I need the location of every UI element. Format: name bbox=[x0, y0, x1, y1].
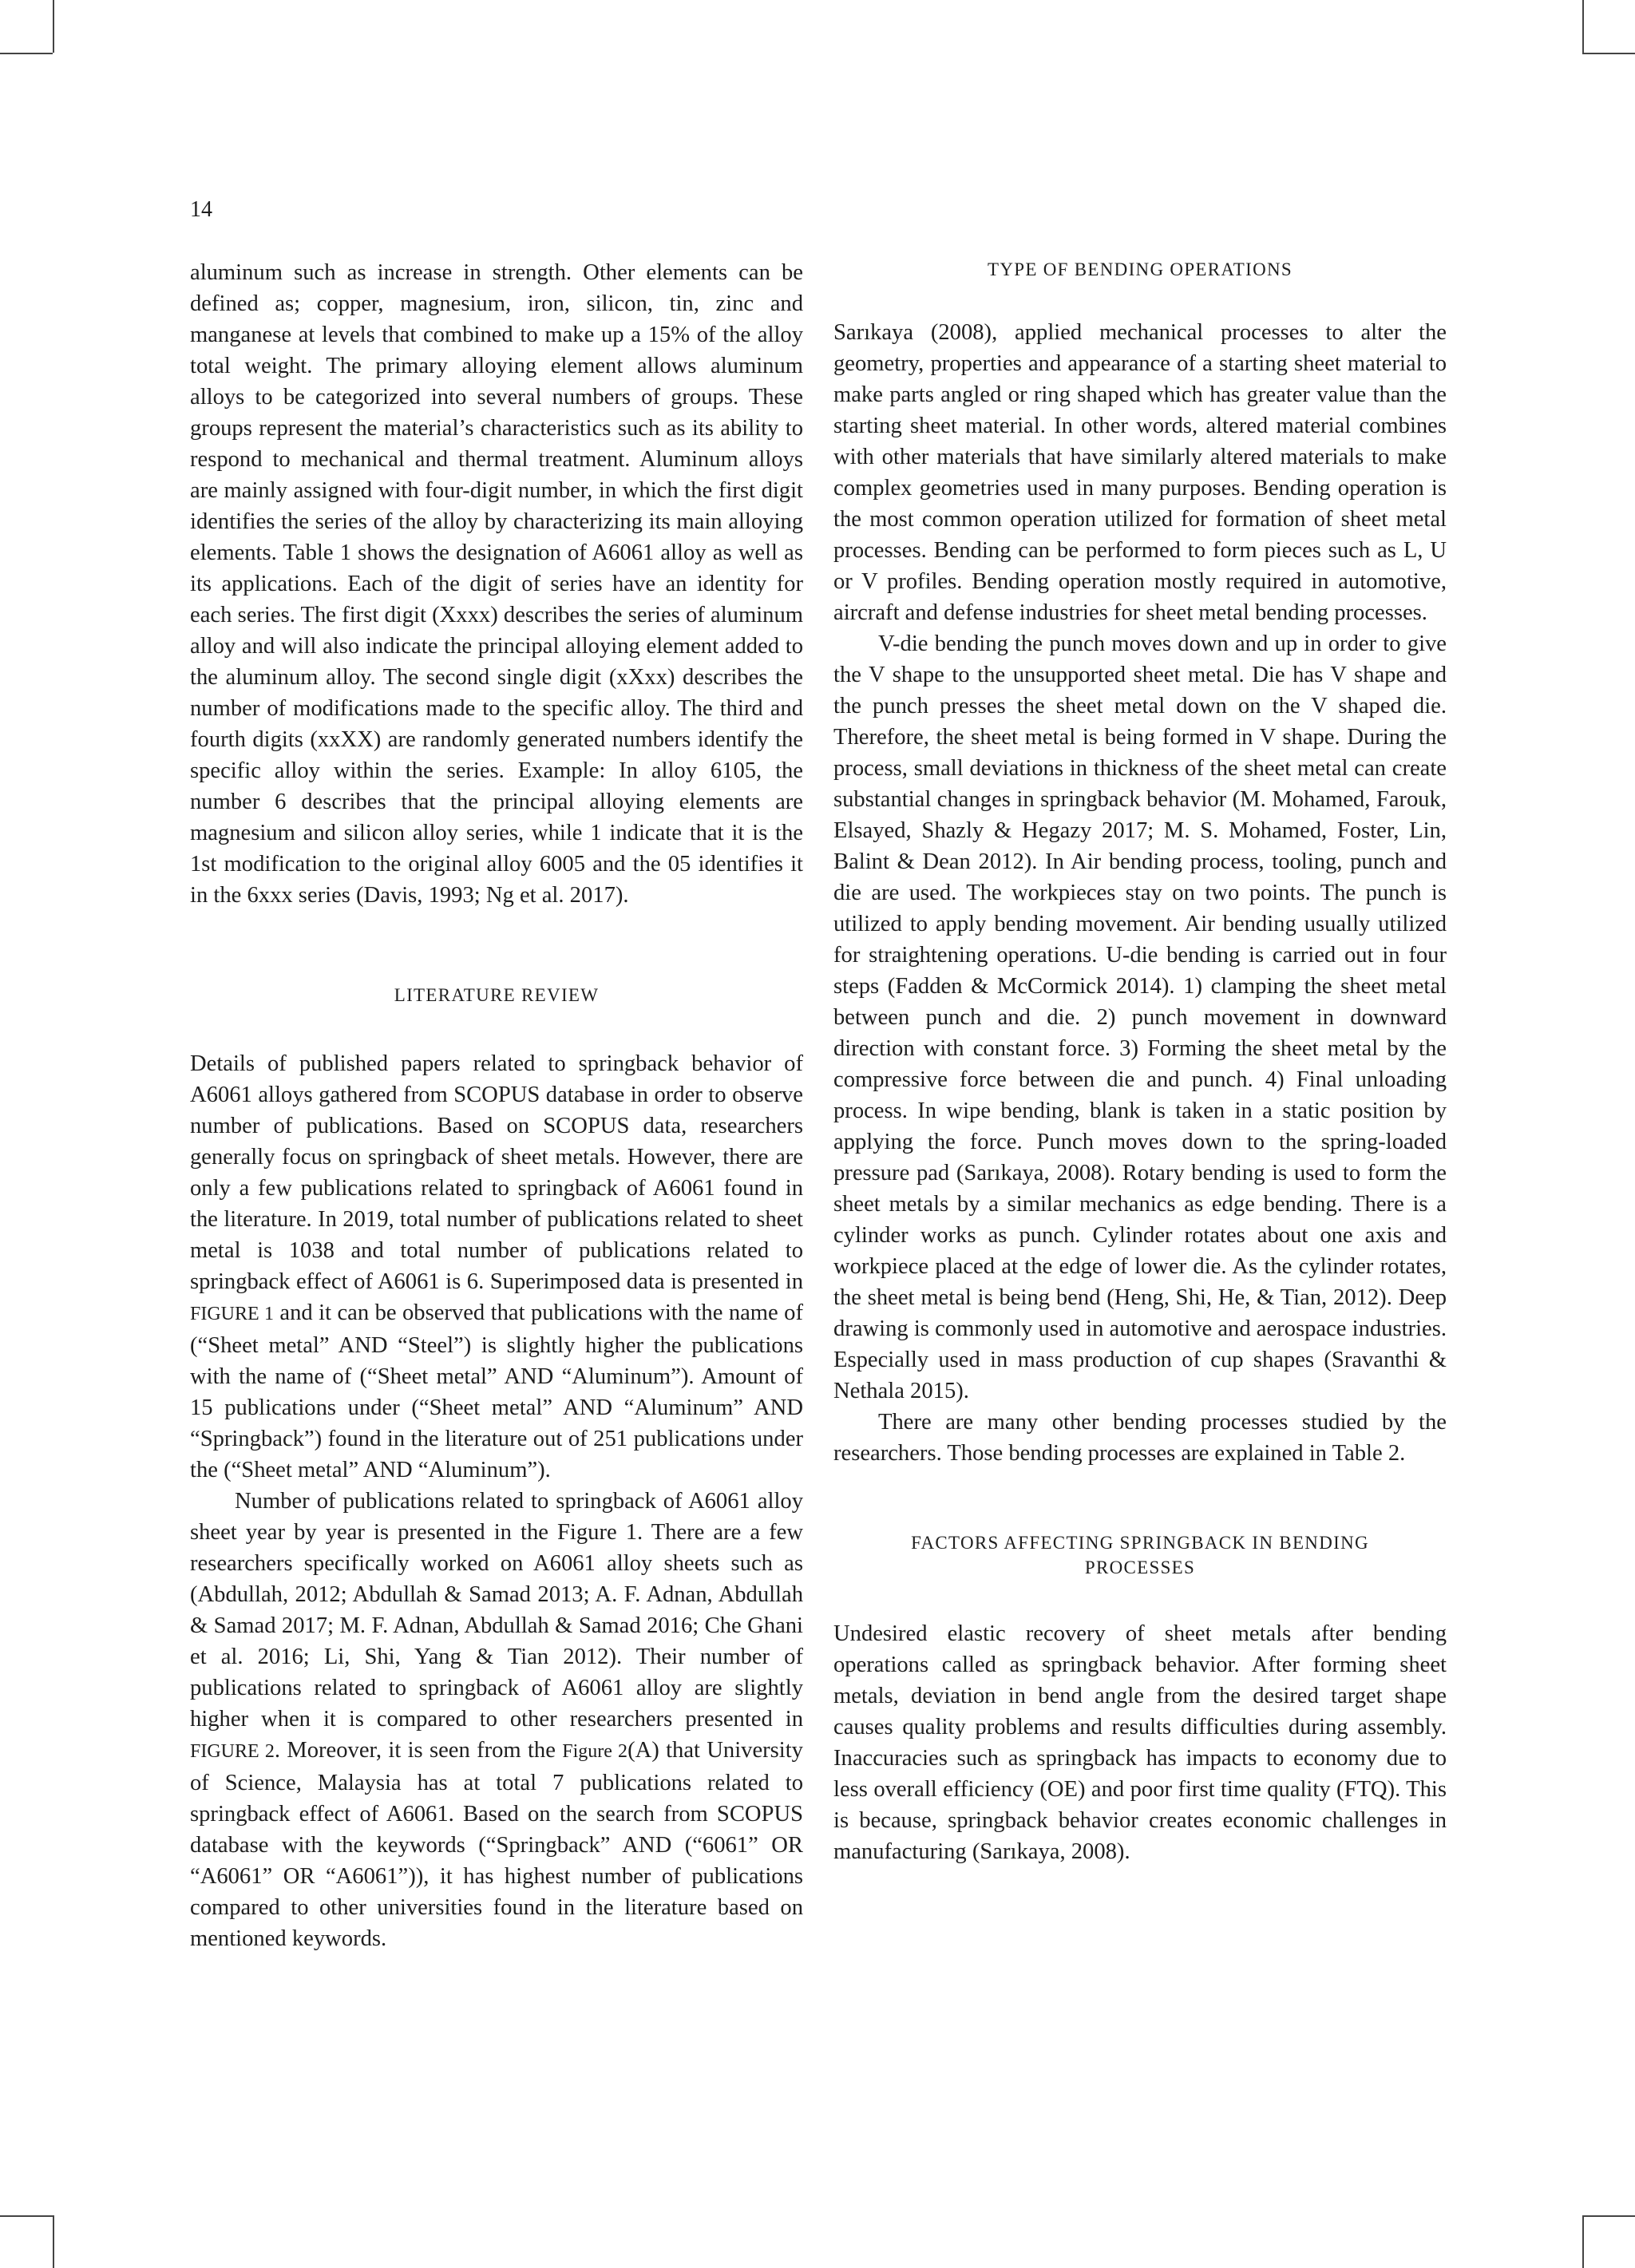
heading-factors-affecting-springback bbox=[833, 1530, 1447, 1580]
paragraph-scopus-text-a: Details of published papers related to springback behavior of A6061 alloys gathered from SCOPUS database in order to observe number of publications. Based on SCOPUS data, researchers generally focus on springback of sheet metals. However, there are only a few publications related to springback of A6061 found in the literature. In 2019, total number of publications related to sheet metal is 1038 and total number of publications related to springback effect of A6061 is 6. Superimposed data is presented in bbox=[190, 1051, 803, 1294]
right-column bbox=[833, 257, 1447, 1867]
crop-mark-bottom-left-vertical bbox=[53, 2215, 54, 2268]
crop-mark-bottom-left-horizontal bbox=[0, 2215, 53, 2217]
crop-mark-bottom-right-horizontal bbox=[1582, 2215, 1635, 2217]
paragraph-year-text-a: Number of publications related to springback of A6061 alloy sheet year by year is presented in the Figure 1. There are a few researchers specifically worked on A6061 alloy sheets such as (Abdullah, 2012; Abdullah & Samad 2013; A. F. Adnan, Abdullah & Samad 2017; M. F. Adnan, Abdullah & Samad 2016; Che Ghani et al. 2016; Li, Shi, Yang & Tian 2012). Their number of publications related to springback of A6061 alloy are slightly higher when it is compared to other researchers presented in bbox=[190, 1489, 803, 1732]
figure-2a-reference: Figure 2 bbox=[562, 1741, 628, 1762]
left-column bbox=[190, 257, 803, 1954]
paragraph-aluminum-alloys: aluminum such as increase in strength. Other elements can be defined as; copper, magnesium, iron, silicon, tin, zinc and manganese at levels that combined to make up a 15% of the alloy total weight. The primary alloying element allows aluminum alloys to be categorized into several numbers of groups. These groups represent the material’s characteristics such as its ability to respond to mechanical and thermal treatment. Aluminum alloys are mainly assigned with four-digit number, in which the first digit identifies the series of the alloy by characterizing its main alloying elements. Table 1 shows the designation of A6061 alloy as well as its applications. Each of the digit of series have an identity for each series. The first digit (Xxxx) describes the series of aluminum alloy and will also indicate the principal alloying element added to the aluminum alloy. The second single digit (xXxx) describes the number of modifications made to the specific alloy. The third and fourth digits (xxXX) are randomly generated numbers identify the specific alloy within the series. Example: In alloy 6105, the number 6 describes that the principal alloying elements are magnesium and silicon alloy series, while 1 indicate that it is the 1st modification to the original alloy 6005 and the 05 identifies it in the 6xxx series (Davis, 1993; Ng et al. 2017). bbox=[190, 260, 803, 908]
heading-factors-line-1: FACTORS AFFECTING SPRINGBACK IN BENDING bbox=[911, 1533, 1369, 1553]
crop-mark-top-right-horizontal bbox=[1582, 53, 1635, 54]
paragraph-publications-by-year bbox=[190, 1486, 803, 1954]
paragraph-undesired-elastic-recovery: Undesired elastic recovery of sheet metals after bending operations called as springback behavior. After forming sheet metals, deviation in bend angle from the desired target shape causes quality problems and results difficulties during assembly. Inaccuracies such as springback has impacts to economy due to less overall efficiency (OE) and poor first time quality (FTQ). This is because, springback behavior creates economic challenges in manufacturing (Sarıkaya, 2008). bbox=[833, 1621, 1447, 1864]
page-number: 14 bbox=[190, 197, 212, 222]
paragraph-year-text-c: (A) that University of Science, Malaysia has at total 7 publications related to springback effect of A6061. Based on the search from SCOPUS database with the keywords (“Springback” AND (“6061” OR “A6061” OR “A6061”)), it has highest number of publications compared to other universities found in the literature based on mentioned keywords. bbox=[190, 1738, 803, 1951]
crop-mark-top-left-vertical bbox=[53, 0, 54, 53]
paragraph-sarikaya-processes: Sarıkaya (2008), applied mechanical processes to alter the geometry, properties and appearance of a starting sheet material to make parts angled or ring shaped which has greater value than the starting sheet material. In other words, altered material combines with other materials that have similarly altered materials to make complex geometries used in many purposes. Bending operation is the most common operation utilized for formation of sheet metal processes. Bending can be performed to form pieces such as L, U or V profiles. Bending operation mostly required in automotive, aircraft and defense industries for sheet metal bending processes. bbox=[833, 320, 1447, 625]
heading-factors-line-2: PROCESSES bbox=[1084, 1558, 1196, 1577]
paragraph-v-die-bending: V-die bending the punch moves down and up in order to give the V shape to the unsupported sheet metal. Die has V shape and the punch presses the sheet metal down on the V shaped die. Therefore, the sheet metal is being formed in V shape. During the process, small deviations in thickness of the sheet metal can create substantial changes in springback behavior (M. Mohamed, Farouk, Elsayed, Shazly & Hegazy 2017; M. S. Mohamed, Foster, Lin, Balint & Dean 2012). In Air bending process, tooling, punch and die are used. The workpieces stay on two points. The punch is utilized to apply bending movement. Air bending usually utilized for straightening operations. U-die bending is carried out in four steps (Fadden & McCormick 2014). 1) clamping the sheet metal between punch and die. 2) punch movement in downward direction with constant force. 3) Forming the sheet metal by the compressive force between die and punch. 4) Final unloading process. In wipe bending, blank is taken in a static position by applying the force. Punch moves down to the spring-loaded pressure pad (Sarıkaya, 2008). Rotary bending is used to form the sheet metals by a similar mechanics as edge bending. There is a cylinder works as punch. Cylinder rotates about one axis and workpiece placed at the edge of lower die. As the cylinder rotates, the sheet metal is being bend (Heng, Shi, He, & Tian, 2012). Deep drawing is commonly used in automotive and aerospace industries. Especially used in mass production of cup shapes (Sravanthi & Nethala 2015). bbox=[833, 631, 1447, 1403]
figure-2-reference: FIGURE 2 bbox=[190, 1741, 275, 1762]
figure-1-reference: FIGURE 1 bbox=[190, 1304, 274, 1324]
heading-type-of-bending-operations: TYPE OF BENDING OPERATIONS bbox=[987, 259, 1293, 279]
paragraph-year-text-b: . Moreover, it is seen from the bbox=[274, 1738, 563, 1763]
paragraph-other-bending-processes: There are many other bending processes studied by the researchers. Those bending processes are explained in Table 2. bbox=[833, 1410, 1447, 1466]
crop-mark-bottom-right-vertical bbox=[1582, 2215, 1584, 2268]
heading-literature-review: LITERATURE REVIEW bbox=[394, 985, 600, 1005]
paragraph-scopus-publications bbox=[190, 1048, 803, 1486]
crop-mark-top-right-vertical bbox=[1582, 0, 1584, 53]
crop-mark-top-left-horizontal bbox=[0, 53, 53, 54]
paragraph-scopus-text-b: and it can be observed that publications with the name of (“Sheet metal” AND “Steel”) is slightly higher the publications with the name of (“Sheet metal” AND “Aluminum”). Amount of 15 publications under (“Sheet metal” AND “Aluminum” AND “Springback”) found in the literature out of 251 publications under the (“Sheet metal” AND “Aluminum”). bbox=[190, 1300, 803, 1482]
